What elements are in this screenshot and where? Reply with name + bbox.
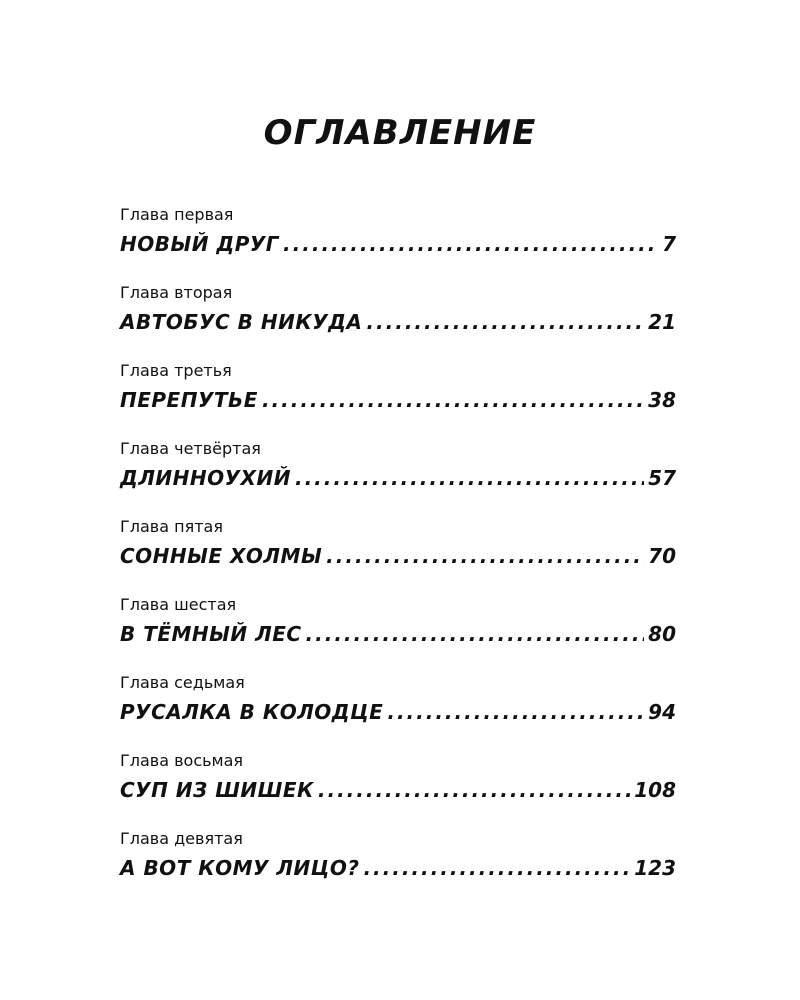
page-number: 80 <box>648 622 676 646</box>
page-number: 57 <box>648 466 676 490</box>
dot-leader <box>283 230 658 258</box>
chapter-title: АВТОБУС В НИКУДА <box>120 310 363 334</box>
page-number: 108 <box>634 778 676 802</box>
toc-entry <box>120 595 676 673</box>
page-number: 7 <box>662 232 676 256</box>
chapter-title: РУСАЛКА В КОЛОДЦЕ <box>120 700 384 724</box>
toc-entry <box>120 517 676 595</box>
dot-leader <box>295 464 644 492</box>
toc-line <box>120 308 676 336</box>
dot-leader <box>326 542 644 570</box>
toc-entry <box>120 673 676 751</box>
toc-line <box>120 464 676 492</box>
toc-entry <box>120 361 676 439</box>
chapter-label: Глава первая <box>120 205 234 224</box>
dot-leader <box>363 854 630 882</box>
chapter-label: Глава вторая <box>120 283 233 302</box>
dot-leader <box>306 620 645 648</box>
chapter-title: ДЛИННОУХИЙ <box>120 466 291 490</box>
toc-entry <box>120 439 676 517</box>
chapter-title: В ТЁМНЫЙ ЛЕС <box>120 622 302 646</box>
chapter-title: СОННЫЕ ХОЛМЫ <box>120 544 323 568</box>
toc-line <box>120 698 676 726</box>
toc-line <box>120 386 676 414</box>
page-number: 21 <box>648 310 676 334</box>
toc-line <box>120 854 676 882</box>
dot-leader <box>318 776 630 804</box>
page-number: 38 <box>648 388 676 412</box>
dot-leader <box>262 386 644 414</box>
chapter-label: Глава восьмая <box>120 751 244 770</box>
toc-entry <box>120 205 676 283</box>
toc-entry <box>120 829 676 907</box>
toc-line <box>120 230 676 258</box>
chapter-title: А ВОТ КОМУ ЛИЦО? <box>120 856 360 880</box>
chapter-label: Глава пятая <box>120 517 223 536</box>
chapter-label: Глава четвёртая <box>120 439 261 458</box>
chapter-label: Глава шестая <box>120 595 237 614</box>
table-of-contents <box>120 205 676 907</box>
toc-entry <box>120 751 676 829</box>
page-number: 123 <box>634 856 676 880</box>
chapter-title: СУП ИЗ ШИШЕК <box>120 778 314 802</box>
chapter-label: Глава девятая <box>120 829 243 848</box>
chapter-title: НОВЫЙ ДРУГ <box>120 232 280 256</box>
page-title: ОГЛАВЛЕНИЕ <box>263 113 537 153</box>
toc-entry <box>120 283 676 361</box>
toc-line <box>120 776 676 804</box>
dot-leader <box>366 308 644 336</box>
chapter-title: ПЕРЕПУТЬЕ <box>120 388 258 412</box>
page-number: 94 <box>648 700 676 724</box>
chapter-label: Глава седьмая <box>120 673 245 692</box>
toc-line <box>120 620 676 648</box>
toc-line <box>120 542 676 570</box>
chapter-label: Глава третья <box>120 361 232 380</box>
dot-leader <box>387 698 644 726</box>
page-number: 70 <box>648 544 676 568</box>
